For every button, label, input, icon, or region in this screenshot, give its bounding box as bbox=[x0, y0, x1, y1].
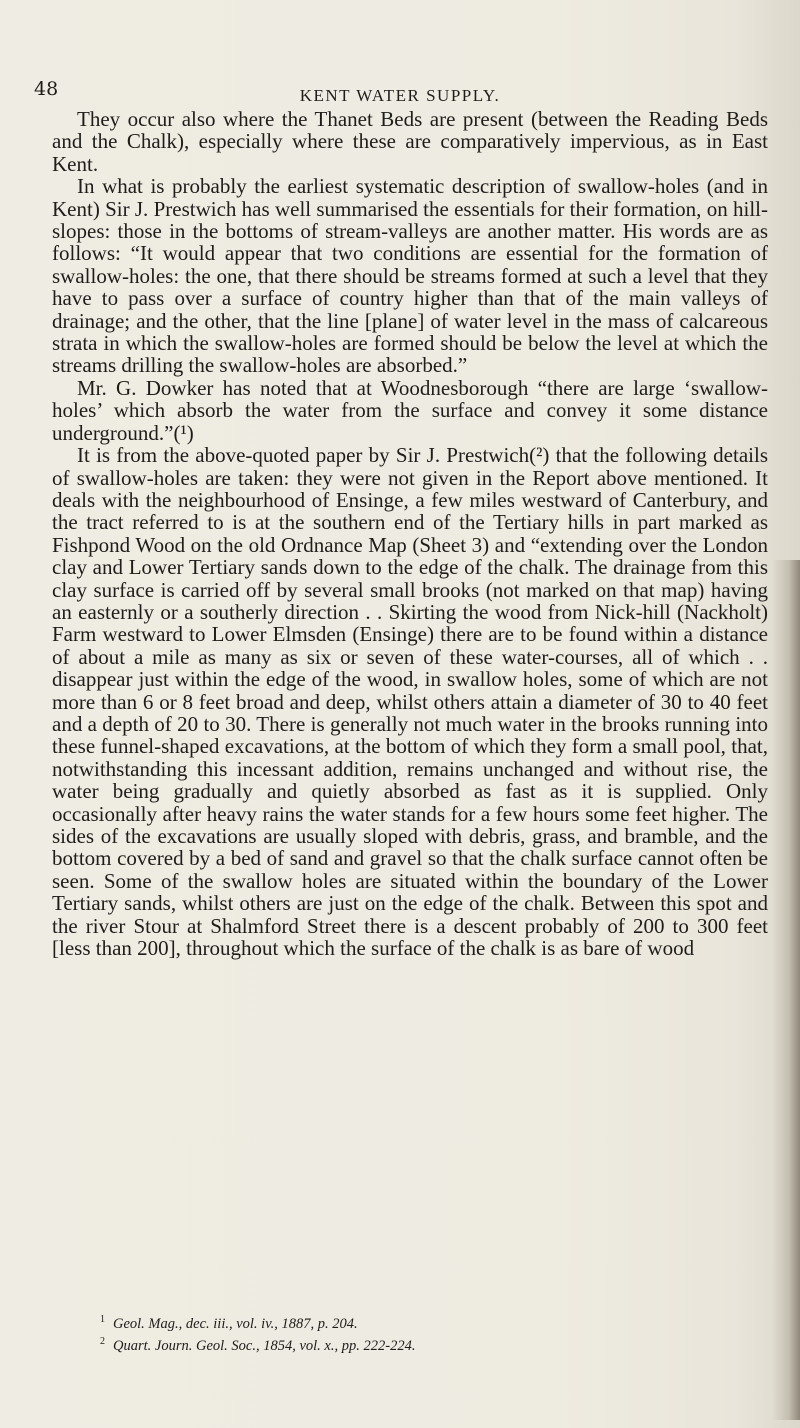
footnote-text: Quart. Journ. Geol. Soc., 1854, vol. x., pp. 222-224. bbox=[113, 1337, 416, 1354]
footnotes bbox=[100, 1311, 740, 1355]
footnote bbox=[100, 1311, 740, 1333]
footnote bbox=[100, 1333, 740, 1355]
page-number: 48 bbox=[34, 78, 59, 100]
footnote-mark: 2 bbox=[100, 1335, 105, 1347]
paragraph: In what is probably the earliest systematic description of swallow-holes (and in Kent) Sir J. Prestwich has well summarised the essentials for their formation, on hill-slopes: those in the bottoms of stream-valleys are another matter. His words are as follows: “It would appear that two conditions are essential for the formation of swallow-holes: the one, that there should be streams formed at such a level that they have to pass over a surface of country higher than that of the main valleys of drainage; and the other, that the line [plane] of water level in the mass of calcareous strata in which the swallow-holes are formed should be below the level at which the streams drilling the swallow-holes are absorbed.” bbox=[52, 174, 768, 378]
page-edge-shadow bbox=[772, 560, 800, 1420]
footnote-text: Geol. Mag., dec. iii., vol. iv., 1887, p. 204. bbox=[113, 1315, 358, 1332]
paragraph: They occur also where the Thanet Beds are present (between the Reading Beds and the Chalk), especially where these are comparatively impervious, as in East Kent. bbox=[52, 107, 768, 176]
footnote-mark: 1 bbox=[100, 1314, 105, 1325]
running-head: KENT WATER SUPPLY. bbox=[299, 86, 501, 105]
body-text bbox=[52, 108, 768, 959]
paragraph: Mr. G. Dowker has noted that at Woodnesborough “there are large ‘swallow-holes’ which absorb the water from the surface and convey it some distance underground.”(¹) bbox=[52, 375, 768, 445]
paragraph: It is from the above-quoted paper by Sir J. Prestwich(²) that the following details of swallow-holes are taken: they were not given in the Report above mentioned. It deals with the neighbourhood of Ensinge, a few miles westward of Canterbury, and the tract referred to is at the southern end of the Tertiary hills in part marked as Fishpond Wood on the old Ordnance Map (Sheet 3) and “extending over the London clay and Lower Tertiary sands down to the edge of the chalk. The drainage from this clay surface is carried off by several small brooks (not marked on that map) having an easternly or a southerly direction . . Skirting the wood from Nick-hill (Nackholt) Farm westward to Lower Elmsden (Ensinge) there are to be found within a distance of about a mile as many as six or seven of these water-courses, all of which . . disappear just within the edge of the wood, in swallow holes, some of which are not more than 6 or 8 feet broad and deep, whilst others attain a diameter of 30 to 40 feet and a depth of 20 to 30. There is generally not much water in the brooks running into these funnel-shaped excavations, at the bottom of which they form a small pool, that, notwithstanding this incessant addition, remains unchanged and without rise, the water being gradually and quietly absorbed as fast as it is supplied. Only occasionally after heavy rains the water stands for a few hours some feet higher. The sides of the excavations are usually sloped with debris, grass, and bramble, and the bottom covered by a bed of sand and gravel so that the chalk surface cannot often be seen. Some of the swallow holes are situated within the boundary of the Lower Tertiary sands, whilst others are just on the edge of the chalk. Between this spot and the river Stour at Shalmford Street there is a descent probably of 200 to 300 feet [less than 200], throughout which the surface of the chalk is as bare of wood bbox=[52, 443, 768, 961]
